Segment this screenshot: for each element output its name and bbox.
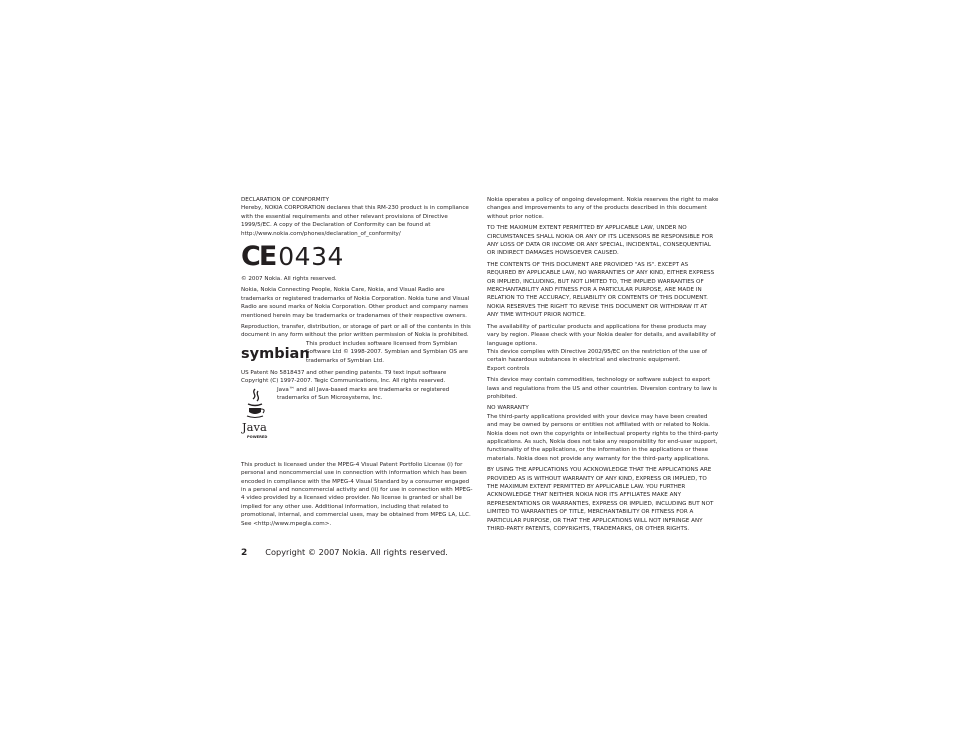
java-logo-icon — [241, 386, 271, 440]
declaration-text: Hereby, NOKIA CORPORATION declares that this RM-230 product is in compliance with the essential requirements and other relevant provisions of Directive 1999/5/EC. A copy of the Declaration of Conformity can be found at http://www.nokia.com/phones/declaration_of_conformity/ — [241, 205, 469, 237]
ce-marking — [241, 243, 473, 271]
declaration-heading: DECLARATION OF CONFORMITY — [241, 197, 330, 203]
development-paragraph: Nokia operates a policy of ongoing development. Nokia reserves the right to make changes and improvements to any of the products described in this document without prior notice. — [487, 197, 719, 220]
ce-notified-body-number: 0434 — [278, 242, 344, 272]
acknowledge-paragraph: BY USING THE APPLICATIONS YOU ACKNOWLEDGE THAT THE APPLICATIONS ARE PROVIDED AS IS WITHOUT WARRANTY OF ANY KIND, EXPRESS OR IMPLIED, TO THE MAXIMUM EXTENT PERMITTED BY APPLICABLE LAW. YOU FURTHER ACKNOWLEDGE THAT NEITHER NOKIA NOR ITS AFFILIATES MAKE ANY REPRESENTATIONS OR WARRANTIES, EXPRESS OR IMPLIED, INCLUDING BUT NOT LIMITED TO WARRANTIES OF TITLE, MERCHANTABILITY OR FITNESS FOR A PARTICULAR PURPOSE, OR THAT THE APPLICATIONS WILL NOT INFRINGE ANY THIRD-PARTY PATENTS, COPYRIGHTS, TRADEMARKS, OR OTHER RIGHTS. — [487, 467, 714, 533]
java-logo-subtext: POWERED — [247, 434, 268, 439]
export-paragraph: This device may contain commodities, technology or software subject to export laws and regulations from the US and other countries. Diversion contrary to law is prohibited. — [487, 377, 718, 400]
copyright-notice: © 2007 Nokia. All rights reserved. — [241, 276, 337, 283]
page-number: 2 — [241, 548, 248, 558]
directive-paragraph: This device complies with Directive 2002/95/EC on the restriction of the use of certain hazardous substances in electrical and electronic equipment. — [487, 348, 707, 364]
page-footer — [241, 547, 448, 559]
java-block — [241, 386, 473, 440]
symbian-block — [241, 340, 473, 366]
mpeg-license-paragraph: This product is licensed under the MPEG-4 Visual Patent Portfolio License (i) for personal and noncommercial use in connection with information which has been encoded in compliance with the MPEG-4 Visual Standard by a consumer engaged in a personal and noncommercial activity and (ii) for use in connection with MPEG-4 video provided by a licensed video provider. No license is granted or shall be implied for any other use. Additional information, including that related to promotional, internal, and commercial uses, may be obtained from MPEG LA, LLC. See <http://www.mpegla.com>. — [241, 461, 473, 527]
symbian-logo-text: symbian — [241, 345, 310, 362]
symbian-text: This product includes software licensed from Symbian Software Ltd © 1998-2007. Symbian and Symbian OS are trademarks of Symbian Ltd. — [306, 340, 468, 364]
ce-mark-icon: CE — [241, 241, 276, 273]
spacer — [241, 443, 473, 461]
patent-paragraph: US Patent No 5818437 and other pending patents. T9 text input software Copyright (C) 1997-2007. Tegic Communications, Inc. All rights reserved. — [241, 369, 447, 385]
footer-copyright: Copyright © 2007 Nokia. All rights reserved. — [265, 547, 448, 557]
right-column — [487, 196, 719, 536]
java-logo-word: Java — [242, 419, 267, 434]
reproduction-paragraph: Reproduction, transfer, distribution, or storage of part or all of the contents in this document in any form without the prior written permission of Nokia is prohibited. — [241, 324, 471, 339]
export-heading: Export controls — [487, 365, 530, 372]
left-column — [241, 196, 473, 531]
java-text: Java™ and all Java-based marks are trademarks or registered trademarks of Sun Microsystems, Inc. — [277, 386, 450, 402]
as-is-paragraph: THE CONTENTS OF THIS DOCUMENT ARE PROVIDED "AS IS". EXCEPT AS REQUIRED BY APPLICABLE LAW, NO WARRANTIES OF ANY KIND, EITHER EXPRESS OR IMPLIED, INCLUDING, BUT NOT LIMITED TO, THE IMPLIED WARRANTIES OF MERCHANTABILITY AND FITNESS FOR A PARTICULAR PURPOSE, ARE MADE IN RELATION TO THE ACCURACY, RELIABILITY OR CONTENTS OF THIS DOCUMENT. NOKIA RESERVES THE RIGHT TO REVISE THIS DOCUMENT OR WITHDRAW IT AT ANY TIME WITHOUT PRIOR NOTICE. — [487, 261, 715, 319]
third-party-paragraph: The third-party applications provided with your device may have been created and may be owned by persons or entities not affiliated with or related to Nokia. Nokia does not own the copyrights or intellectual property rights to the third-party applications. As such, Nokia does not take any responsibility for end-user support, functionality of the applications, or the information in the applications or these materials. Nokia does not provide any warranty for the third-party applications. — [487, 413, 719, 462]
no-warranty-heading: NO WARRANTY — [487, 405, 529, 412]
availability-paragraph: The availability of particular products and applications for these products may vary by region. Please check with your Nokia dealer for details, and availability of language options. — [487, 323, 716, 347]
symbian-logo-icon — [241, 340, 310, 366]
liability-paragraph: TO THE MAXIMUM EXTENT PERMITTED BY APPLICABLE LAW, UNDER NO CIRCUMSTANCES SHALL NOKIA OR ANY OF ITS LICENSORS BE RESPONSIBLE FOR ANY LOSS OF DATA OR INCOME OR ANY SPECIAL, INCIDENTAL, CONSEQUENTIAL OR INDIRECT DAMAGES HOWSOEVER CAUSED. — [487, 225, 714, 257]
trademarks-paragraph: Nokia, Nokia Connecting People, Nokia Care, Nokia, and Visual Radio are trademarks or registered trademarks of Nokia Corporation. Nokia tune and Visual Radio are sound marks of Nokia Corporation. Other product and company names mentioned herein may be trademarks or tradenames of their respective owners. — [241, 287, 470, 319]
